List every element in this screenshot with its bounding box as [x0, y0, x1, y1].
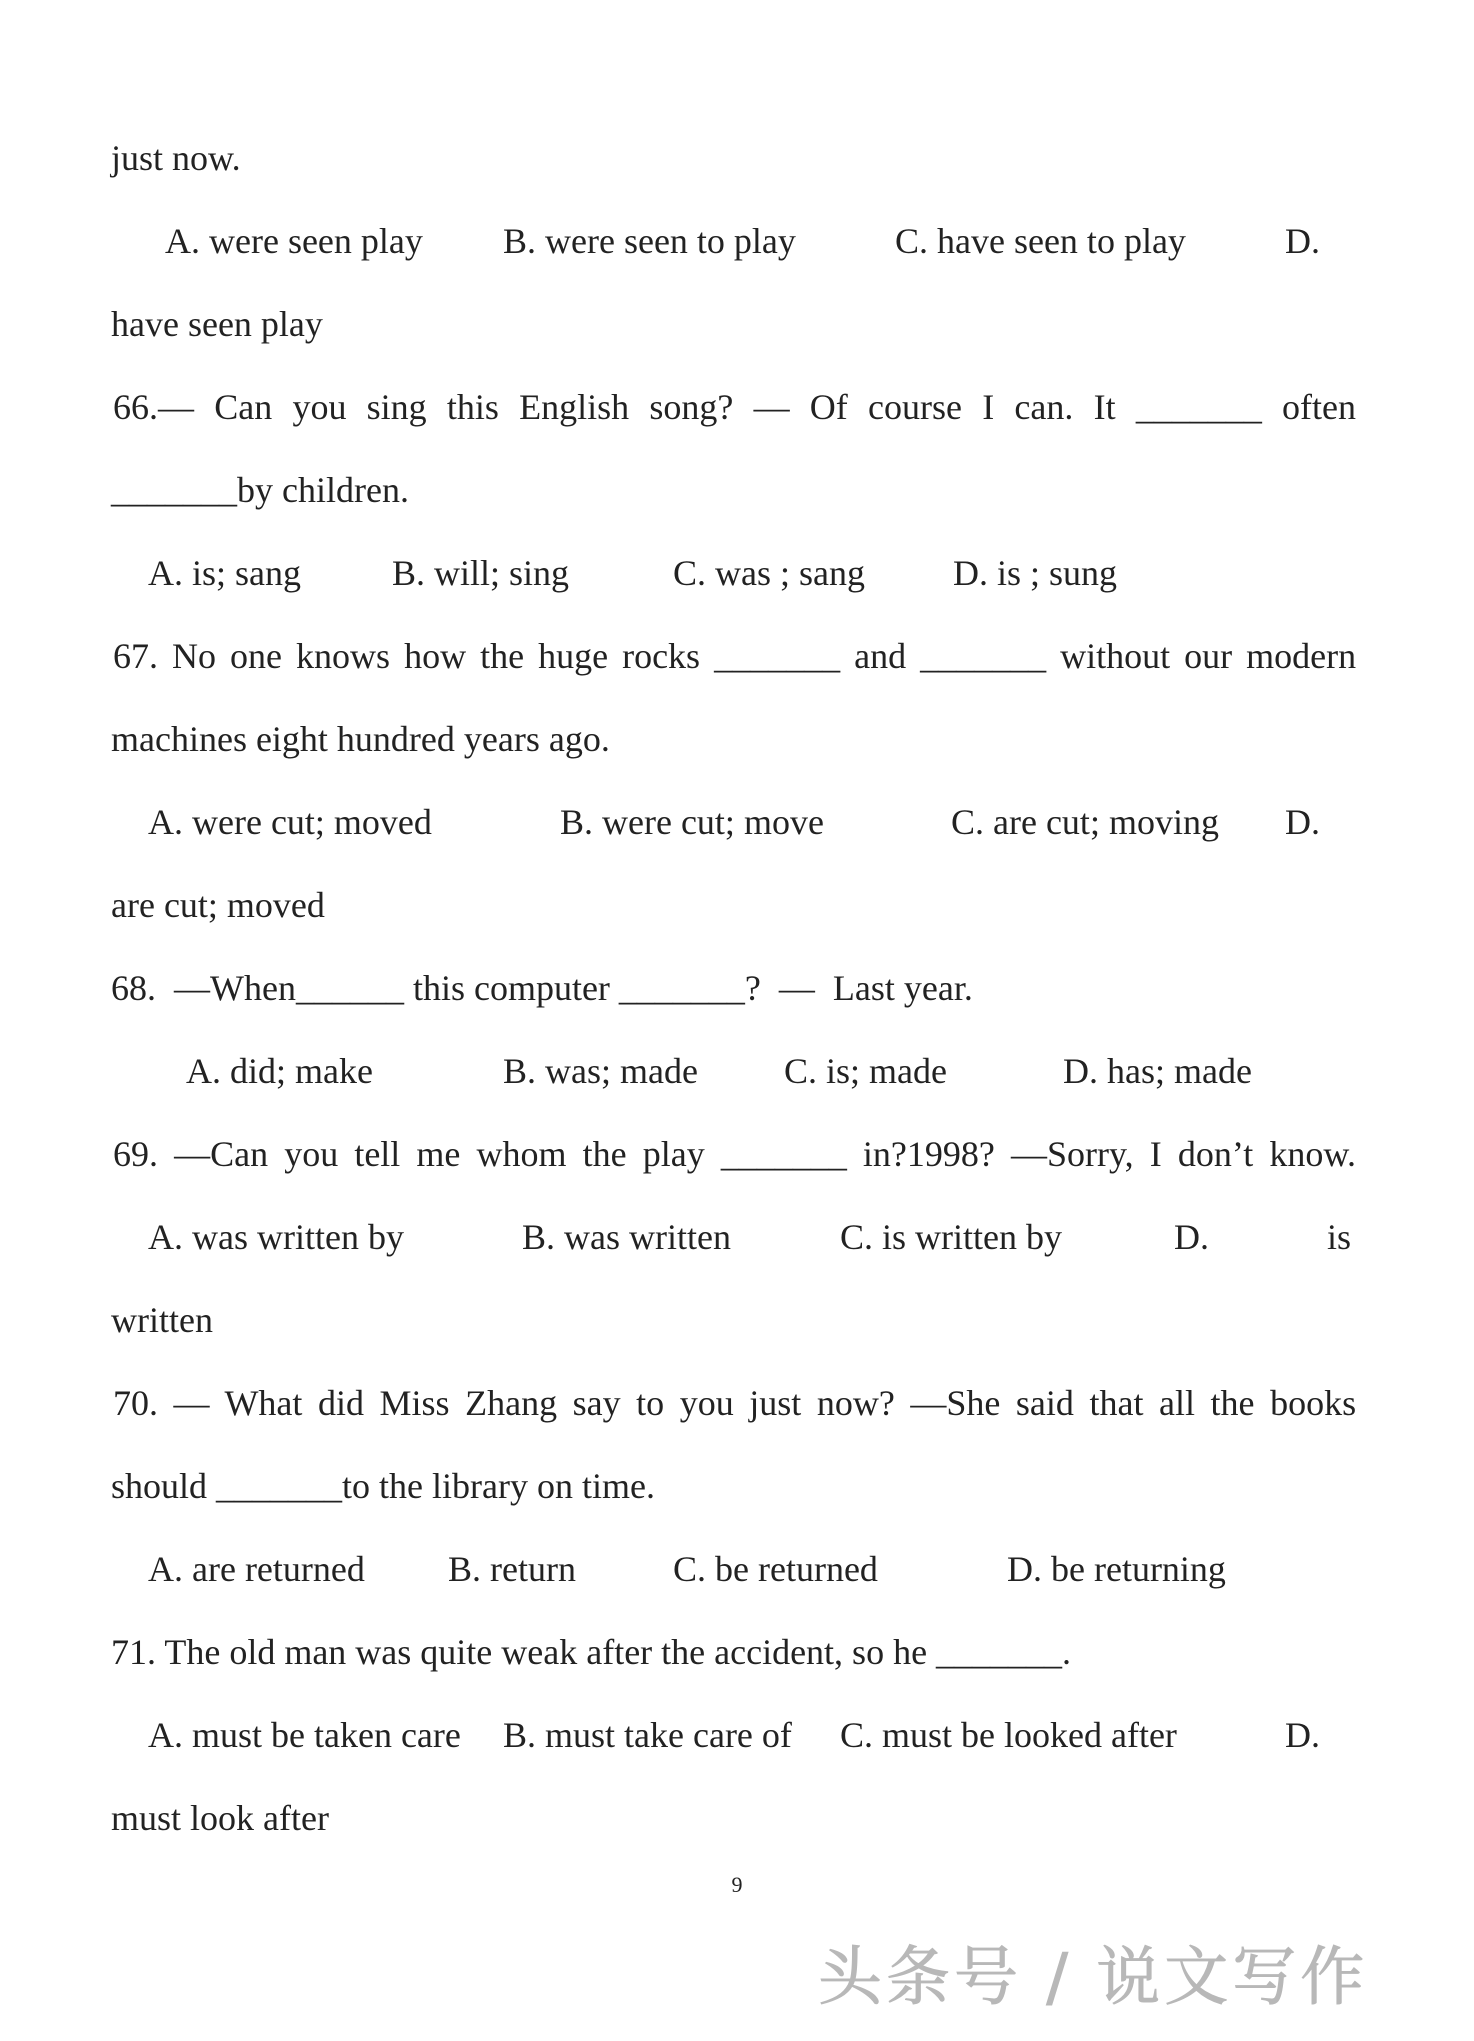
options-line [0, 531, 1474, 615]
word: song? [649, 387, 734, 427]
option-d-continued: is [1327, 1217, 1352, 1257]
word: — [173, 1383, 210, 1423]
word: you [292, 387, 347, 427]
option-c: C. must be looked after [840, 1715, 1177, 1755]
option-a: A. is; sang [148, 553, 301, 593]
word: now? [816, 1383, 895, 1423]
justified-text [113, 614, 1356, 698]
word: knows [296, 636, 391, 676]
word: 66.— [113, 387, 194, 427]
word: — [753, 387, 790, 427]
text-line [0, 116, 1474, 200]
option-d: D. is ; sung [953, 553, 1118, 593]
option-b: B. return [448, 1549, 576, 1589]
option-b: B. must take care of [503, 1715, 792, 1755]
word: said [1015, 1383, 1074, 1423]
option-d: D. [1174, 1217, 1209, 1257]
word: you [679, 1383, 734, 1423]
question-68 [0, 946, 1474, 1030]
options-line [0, 1527, 1474, 1611]
blank: _______ [714, 636, 841, 676]
word: to [636, 1383, 665, 1423]
word: in?1998? [862, 1134, 995, 1174]
option-d: D. be returning [1007, 1549, 1226, 1589]
text-segment: 71. The old man was quite weak after the accident, so he _______. [111, 1632, 1072, 1672]
blank: _______ [1135, 387, 1262, 427]
word: It [1093, 387, 1116, 427]
word: books [1270, 1383, 1357, 1423]
text-line [0, 1444, 1474, 1528]
word: can. [1014, 387, 1074, 427]
word: —Sorry, [1011, 1134, 1134, 1174]
option-b: B. was written [522, 1217, 731, 1257]
options-line [0, 1195, 1474, 1279]
word: sing [366, 387, 427, 427]
text-line [0, 863, 1474, 947]
option-c: C. have seen to play [895, 221, 1186, 261]
option-c: C. was ; sang [673, 553, 865, 593]
word: me [416, 1134, 461, 1174]
watermark: 头条号 / 说文写作 [818, 1941, 1369, 2015]
word: how [404, 636, 467, 676]
text-line [0, 282, 1474, 366]
word: know. [1269, 1134, 1357, 1174]
word: —Can [174, 1134, 269, 1174]
question-70 [0, 1361, 1474, 1445]
option-a: A. are returned [148, 1549, 365, 1589]
word: I [982, 387, 995, 427]
word: the [1210, 1383, 1255, 1423]
page-number: 9 [731, 1872, 743, 1897]
word: one [230, 636, 283, 676]
options-line [0, 1693, 1474, 1777]
word: just [749, 1383, 802, 1423]
question-71 [0, 1610, 1474, 1694]
word: course [868, 387, 962, 427]
word: 67. [113, 636, 158, 676]
word: that [1089, 1383, 1144, 1423]
word: without [1060, 636, 1171, 676]
text-line [0, 448, 1474, 532]
word: tell [354, 1134, 401, 1174]
word: —She [910, 1383, 1001, 1423]
word: 70. [113, 1383, 158, 1423]
question-66 [0, 365, 1474, 449]
word: say [572, 1383, 621, 1423]
option-c: C. is; made [784, 1051, 947, 1091]
options-line [0, 1029, 1474, 1113]
option-a: A. was written by [148, 1217, 404, 1257]
word: rocks [622, 636, 701, 676]
text-segment: are cut; moved [111, 885, 325, 925]
option-d: D. [1285, 1715, 1320, 1755]
option-a: A. did; make [186, 1051, 373, 1091]
word: Miss [379, 1383, 450, 1423]
options-line [0, 199, 1474, 283]
word: don’t [1177, 1134, 1254, 1174]
justified-text [113, 1112, 1356, 1196]
option-b: B. will; sing [392, 553, 570, 593]
text-segment: machines eight hundred years ago. [111, 719, 610, 759]
option-c: C. are cut; moving [951, 802, 1219, 842]
word: What [224, 1383, 303, 1423]
word: often [1282, 387, 1357, 427]
word: this [446, 387, 499, 427]
question-69 [0, 1112, 1474, 1196]
text-segment: must look after [111, 1798, 329, 1838]
option-d: D. [1285, 221, 1320, 261]
word: and [854, 636, 907, 676]
question-67 [0, 614, 1474, 698]
word: play [642, 1134, 705, 1174]
word: the [582, 1134, 627, 1174]
word: English [519, 387, 630, 427]
option-d: D. has; made [1063, 1051, 1252, 1091]
word: our [1184, 636, 1233, 676]
option-d: D. [1285, 802, 1320, 842]
options-line [0, 780, 1474, 864]
word: did [317, 1383, 364, 1423]
justified-text [113, 365, 1356, 449]
option-b: B. were seen to play [503, 221, 796, 261]
word: Can [214, 387, 273, 427]
word: all [1159, 1383, 1195, 1423]
text-line [0, 1776, 1474, 1860]
blank: _______ [920, 636, 1047, 676]
option-b: B. was; made [503, 1051, 698, 1091]
blank: _______ [720, 1134, 847, 1174]
text-segment: 68. —When______ this computer _______? — Last year. [111, 968, 973, 1008]
word: the [480, 636, 525, 676]
text-line [0, 1278, 1474, 1362]
word: I [1149, 1134, 1162, 1174]
text-segment: written [111, 1300, 213, 1340]
word: modern [1246, 636, 1357, 676]
text-segment: just now. [111, 138, 241, 178]
word: huge [538, 636, 609, 676]
option-a: A. were cut; moved [148, 802, 432, 842]
option-a: A. must be taken care [148, 1715, 461, 1755]
word: you [284, 1134, 339, 1174]
option-a: A. were seen play [165, 221, 423, 261]
justified-text [113, 1361, 1356, 1445]
text-line [0, 697, 1474, 781]
text-segment: should _______to the library on time. [111, 1466, 655, 1506]
word: No [172, 636, 217, 676]
word: Zhang [465, 1383, 558, 1423]
text-segment: _______by children. [111, 470, 409, 510]
option-c: C. is written by [840, 1217, 1062, 1257]
option-b: B. were cut; move [560, 802, 824, 842]
option-c: C. be returned [673, 1549, 878, 1589]
word: whom [476, 1134, 567, 1174]
text-segment: have seen play [111, 304, 323, 344]
word: 69. [113, 1134, 158, 1174]
word: Of [809, 387, 848, 427]
